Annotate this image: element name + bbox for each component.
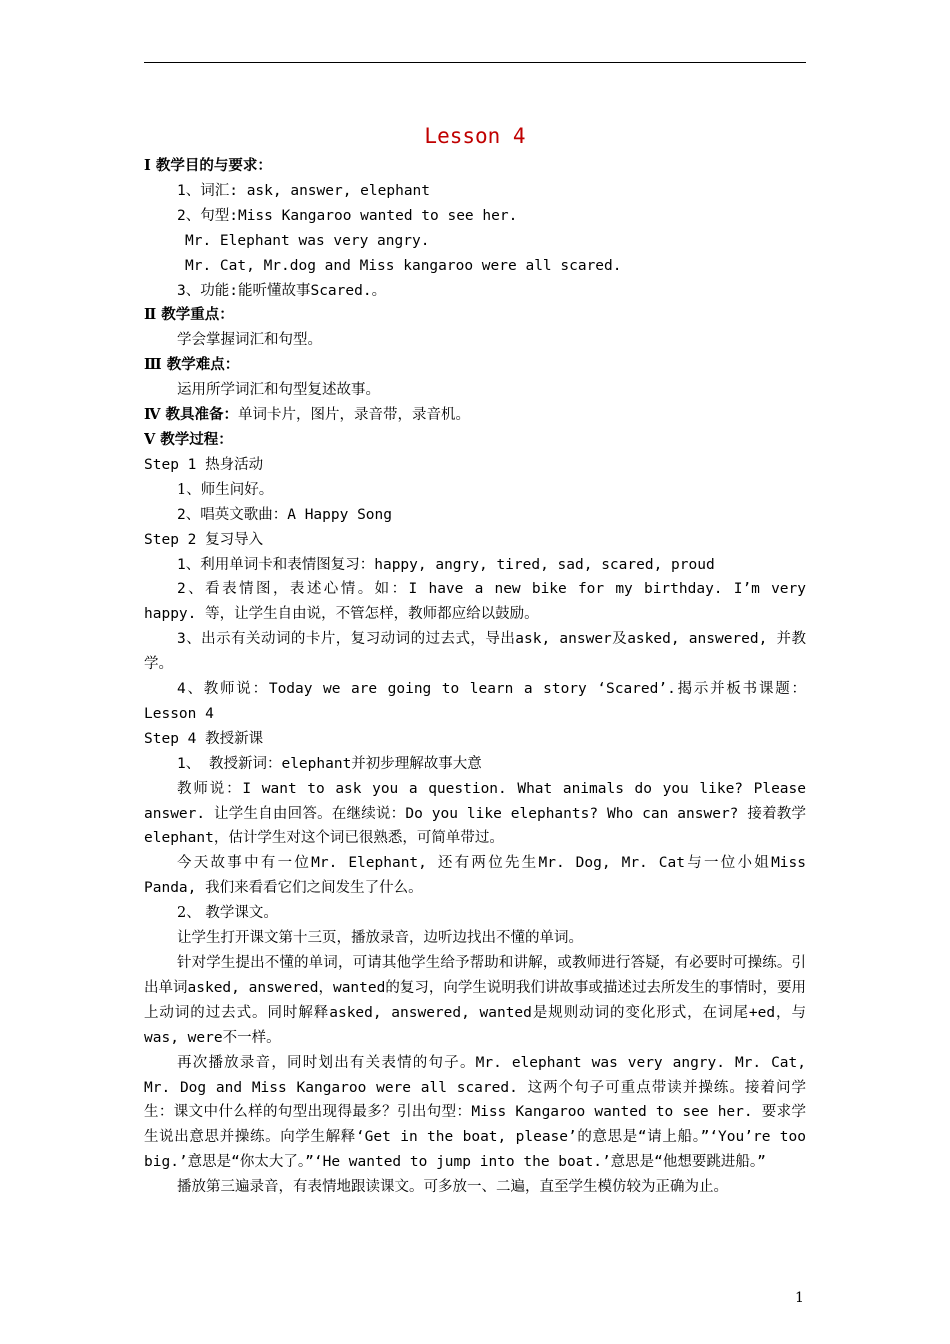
step-2-item-3: 3、出示有关动词的卡片，复习动词的过去式，导出ask, answer及asked, answered, 并教学。	[144, 631, 806, 673]
objective-sentence-2: Mr. Elephant was very angry.	[185, 232, 430, 249]
step-4-heading: Step 4 教授新课	[144, 730, 264, 747]
section-4-line	[144, 403, 806, 428]
objective-sentence-3: Mr. Cat, Mr.dog and Miss kangaroo were all scared.	[185, 257, 622, 274]
objective-function: 3、功能:能听懂故事Scared.。	[177, 282, 387, 299]
section-1-heading: Ⅰ 教学目的与要求：	[144, 157, 272, 174]
section-2-heading: Ⅱ 教学重点：	[144, 306, 234, 324]
teaching-aids-text: 单词卡片，图片，录音带，录音机。	[238, 407, 471, 424]
section-4-heading: Ⅳ 教具准备：	[144, 406, 239, 424]
step-2-heading: Step 2 复习导入	[144, 531, 264, 548]
step-4-paragraph-5: 再次播放录音，同时划出有关表情的句子。Mr. elephant was very angry. Mr. Cat, Mr. Dog and Miss Kangaroo were all scared. 这两个句子可重点带读并操练。接着问学生：课文中什么样的句型出现得最多？引出句型：Miss Kangaroo wanted to see her. 要求学生说出意思并操练。向学生解释‘Get in the boat, please’的意思是“请上船。”‘You’re too big.’意思是“你太大了。”‘He wanted to jump into the boat.’意思是“他想要跳进船。”	[144, 1054, 806, 1171]
step-1-item-2: 2、唱英文歌曲：A Happy Song	[177, 506, 392, 523]
step-2-item-4: 4、教师说：Today we are going to learn a story ‘Scared’.揭示并板书课题：Lesson 4	[144, 681, 806, 722]
step-4-paragraph-2: 今天故事中有一位Mr. Elephant, 还有两位先生Mr. Dog, Mr. Cat与一位小姐Miss Panda, 我们来看看它们之间发生了什么。	[144, 855, 806, 897]
page-number: 1	[795, 1290, 804, 1306]
objective-vocabulary: 1、词汇: ask, answer, elephant	[177, 182, 431, 199]
lesson-title: Lesson 4	[424, 124, 526, 148]
difficult-points-text: 运用所学词汇和句型复述故事。	[177, 382, 380, 399]
step-2-item-1: 1、利用单词卡和表情图复习：happy, angry, tired, sad, scared, proud	[177, 556, 715, 573]
step-1-item-1: 1、师生问好。	[177, 481, 274, 498]
key-points-text: 学会掌握词汇和句型。	[177, 332, 322, 349]
header-rule	[144, 62, 806, 63]
step-4-paragraph-1: 教师说：I want to ask you a question. What animals do you like? Please answer. 让学生自由回答。在继续说：Do you like elephants? Who can answer? 接着教学elephant，估计学生对这个词已很熟悉，可简单带过。	[144, 780, 806, 847]
step-4-subheading-2: 2、 教学课文。	[177, 905, 278, 922]
step-1-heading: Step 1 热身活动	[144, 456, 264, 473]
step-4-paragraph-3: 让学生打开课文第十三页，播放录音，边听边找出不懂的单词。	[177, 930, 583, 947]
step-4-paragraph-4: 针对学生提出不懂的单词，可请其他学生给予帮助和讲解，或教师进行答疑，有必要时可操练。引出单词asked, answered，wanted的复习，向学生说明我们讲故事或描述过去所发生的事情时，要用上动词的过去式。同时解释asked, answered, wanted是规则动词的变化形式，在词尾+ed，与was, were不一样。	[144, 955, 806, 1046]
step-4-paragraph-6: 播放第三遍录音，有表情地跟读课文。可多放一、二遍，直至学生模仿较为正确为止。	[177, 1179, 728, 1196]
objective-sentence-1: 2、句型:Miss Kangaroo wanted to see her.	[177, 207, 518, 224]
section-3-heading: Ⅲ 教学难点：	[144, 356, 240, 374]
step-4-subheading-1: 1、 教授新词：elephant并初步理解故事大意	[177, 755, 482, 772]
section-5-heading: Ⅴ 教学过程：	[144, 430, 233, 448]
document-body	[144, 120, 806, 1200]
step-2-item-2: 2、看表情图，表述心情。如：I have a new bike for my birthday. I’m very happy. 等，让学生自由说，不管怎样，教师都应给以鼓励。	[144, 581, 806, 623]
